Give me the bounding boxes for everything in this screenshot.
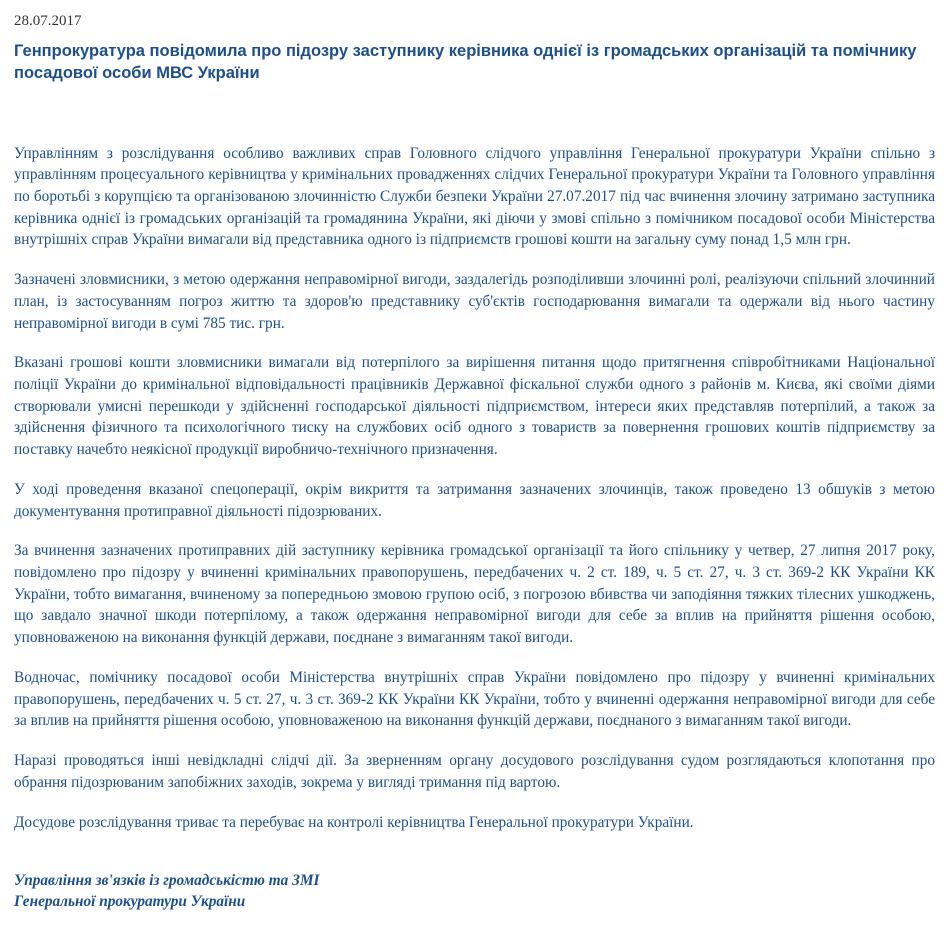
article-paragraph: За вчинення зазначених протиправних дій заступнику керівника громадської організації та його спільнику у четвер, 27 липня 2017 року, повідомлено про підозру у вчиненні кримінальних правопорушень, передбачених ч. 2 ст. 189, ч. 5 ст. 27, ч. 3 ст. 369-2 КК України КК України, тобто вимагання, вчиненому за попередньою змовою групою осіб, з погрозою вбивства чи заподіяння тяжких тілесних ушкоджень, що завдало значної шкоди потерпілому, а також одержання неправомірної вигоди для себе за вплив на прийняття рішення особою, уповноваженою на виконання функцій держави, поєднане з вимаганням такої вигоди. [14,542,935,647]
article-paragraph: Наразі проводяться інші невідкладні слідчі дії. За зверненням органу досудового розслідування судом розглядаються клопотання про обрання підозрюваним запобіжних заходів, зокрема у вигляді тримання під вартою. [14,752,935,791]
article-body [14,143,935,834]
article-paragraph: Зазначені зловмисники, з метою одержання неправомірної вигоди, заздалегідь розподіливши злочинні ролі, реалізуючи спільний злочинний план, із застосуванням погроз життю та здоров'ю представнику суб'єктів господарювання вимагали та одержали від нього частину неправомірної вигоди в сумі 785 тис. грн. [14,271,935,332]
headline-body-spacer [14,91,937,143]
article-paragraph: Досудове розслідування триває та перебуває на контролі керівництва Генеральної прокуратури України. [14,813,694,831]
article-paragraph: Водночас, помічнику посадової особи Міністерства внутрішніх справ України повідомлено про підозру у вчиненні кримінальних правопорушень, передбачених ч. 5 ст. 27, ч. 3 ст. 369-2 КК України КК України, тобто у вчиненні одержання неправомірної вигоди для себе за вплив на прийняття рішення особою, уповноваженою на виконання функцій держави, поєднаного з вимаганням такої вигоди. [14,668,935,730]
signature-line-1: Управління зв'язків із громадськістю та ЗМІ [14,872,320,890]
article-paragraph: Управлінням з розслідування особливо важливих справ Головного слідчого управління Генеральної прокуратури України спільно з управлінням процесуального керівництва у кримінальних провадженнях слідчих Генеральної прокуратури України та Головного управління по боротьбі з корупцією та організованою злочинністю Служби безпеки України 27.07.2017 під час вчинення злочину затримано заступника керівника однієї із громадських організацій та громадянина України, які діючи у змові спільно з помічником посадової особи Міністерства внутрішніх справ України вимагали від представника одного із підприємств грошові кошти на загальну суму понад 1,5 млн грн. [14,144,935,249]
page-title: Генпрокуратура повідомила про підозру заступнику керівника однієї із громадських організацій та помічнику посадової особи МВС України [14,42,917,83]
signature-block [14,871,937,912]
article-paragraph: У ході проведення вказаної спецоперації, окрім викриття та затримання зазначених злочинців, також проведено 13 обшуків з метою документування протиправної діяльності підозрюваних. [14,480,935,520]
signature-line-2: Генеральної прокуратури України [14,892,246,910]
publication-date: 28.07.2017 [14,13,82,29]
article-paragraph: Вказані грошові кошти зловмисники вимагали від потерпілого за вирішення питання щодо притягнення співробітниками Національної поліції України до кримінальної відповідальності працівників Державної фіскальної служби одного з районів м. Києва, які своїми діями створювали умисні перешкоди у здійсненні господарської діяльності підприємством, інтереси яких представляв потерпілий, а також за здійснення фізичного та психологічного тиску на службових осіб одного з товариств за повернення грошових коштів підприємству за поставку начебто неякісної продукції виробничо-технічного призначення. [14,354,935,459]
